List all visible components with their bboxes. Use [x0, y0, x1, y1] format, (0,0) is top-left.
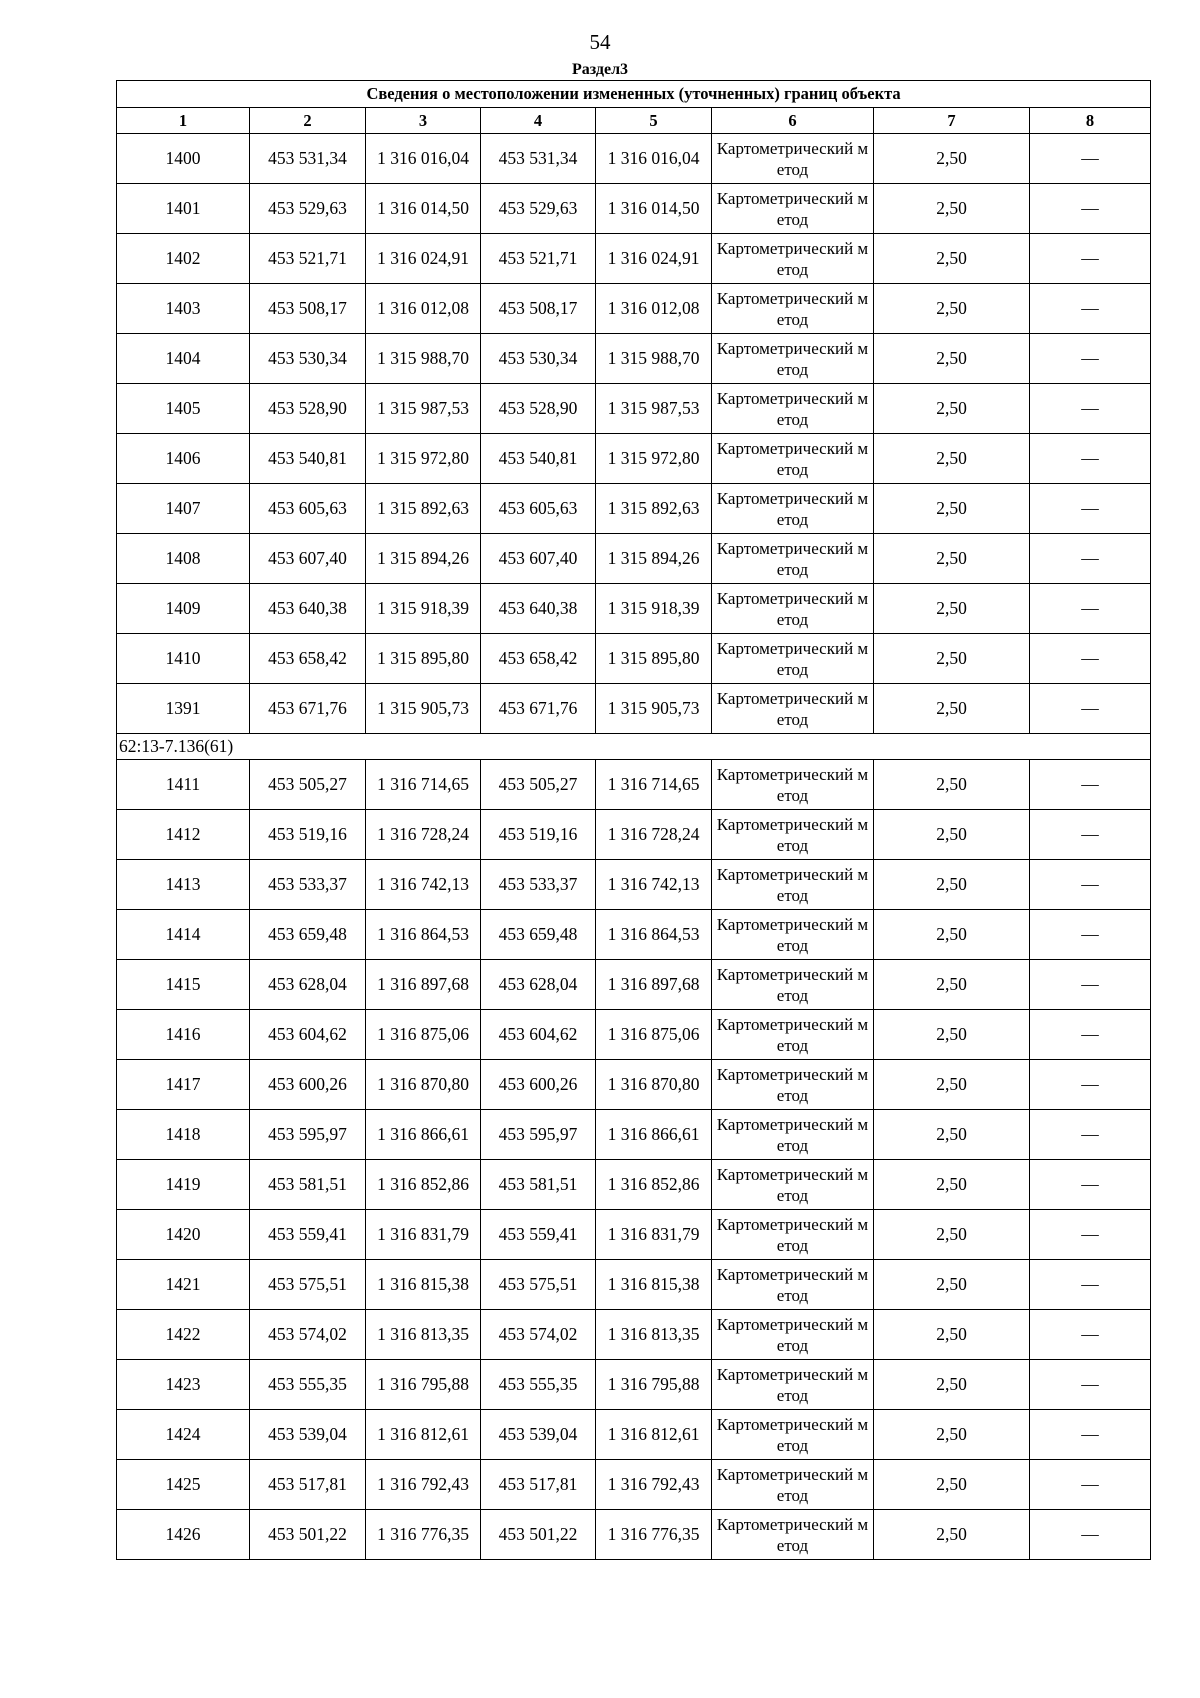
method: Картометрический метод	[712, 760, 874, 810]
point-number: 1415	[117, 960, 250, 1010]
x-existing: 453 607,40	[250, 534, 366, 584]
table-row	[117, 584, 1151, 634]
y-refined: 1 316 012,08	[596, 284, 712, 334]
x-existing: 453 658,42	[250, 634, 366, 684]
table-row	[117, 534, 1151, 584]
method: Картометрический метод	[712, 384, 874, 434]
x-existing: 453 517,81	[250, 1460, 366, 1510]
point-number: 1417	[117, 1060, 250, 1110]
precision: 2,50	[874, 1310, 1030, 1360]
x-refined: 453 555,35	[481, 1360, 596, 1410]
point-number: 1425	[117, 1460, 250, 1510]
description-dash: —	[1030, 860, 1151, 910]
column-header: 8	[1030, 108, 1151, 134]
x-existing: 453 628,04	[250, 960, 366, 1010]
method: Картометрический метод	[712, 810, 874, 860]
precision: 2,50	[874, 860, 1030, 910]
table-row	[117, 1360, 1151, 1410]
method: Картометрический метод	[712, 1510, 874, 1560]
y-refined: 1 315 892,63	[596, 484, 712, 534]
x-existing: 453 640,38	[250, 584, 366, 634]
table-row	[117, 860, 1151, 910]
x-existing: 453 559,41	[250, 1210, 366, 1260]
y-existing: 1 316 024,91	[366, 234, 481, 284]
x-refined: 453 659,48	[481, 910, 596, 960]
table-row	[117, 184, 1151, 234]
point-number: 1423	[117, 1360, 250, 1410]
y-refined: 1 315 894,26	[596, 534, 712, 584]
x-existing: 453 659,48	[250, 910, 366, 960]
table-header-row	[117, 108, 1151, 134]
precision: 2,50	[874, 534, 1030, 584]
column-header: 2	[250, 108, 366, 134]
description-dash: —	[1030, 1460, 1151, 1510]
method: Картометрический метод	[712, 1110, 874, 1160]
x-existing: 453 605,63	[250, 484, 366, 534]
precision: 2,50	[874, 910, 1030, 960]
method: Картометрический метод	[712, 910, 874, 960]
column-header: 6	[712, 108, 874, 134]
description-dash: —	[1030, 384, 1151, 434]
method: Картометрический метод	[712, 1160, 874, 1210]
x-existing: 453 528,90	[250, 384, 366, 434]
description-dash: —	[1030, 760, 1151, 810]
precision: 2,50	[874, 960, 1030, 1010]
precision: 2,50	[874, 760, 1030, 810]
method: Картометрический метод	[712, 1360, 874, 1410]
y-refined: 1 316 864,53	[596, 910, 712, 960]
precision: 2,50	[874, 810, 1030, 860]
x-existing: 453 533,37	[250, 860, 366, 910]
point-number: 1405	[117, 384, 250, 434]
description-dash: —	[1030, 810, 1151, 860]
method: Картометрический метод	[712, 534, 874, 584]
method: Картометрический метод	[712, 634, 874, 684]
description-dash: —	[1030, 1160, 1151, 1210]
point-number: 1411	[117, 760, 250, 810]
precision: 2,50	[874, 1410, 1030, 1460]
description-dash: —	[1030, 484, 1151, 534]
precision: 2,50	[874, 1510, 1030, 1560]
x-existing: 453 530,34	[250, 334, 366, 384]
point-number: 1421	[117, 1260, 250, 1310]
y-existing: 1 316 812,61	[366, 1410, 481, 1460]
y-existing: 1 316 728,24	[366, 810, 481, 860]
description-dash: —	[1030, 960, 1151, 1010]
point-number: 1424	[117, 1410, 250, 1460]
x-refined: 453 605,63	[481, 484, 596, 534]
y-refined: 1 315 972,80	[596, 434, 712, 484]
description-dash: —	[1030, 184, 1151, 234]
point-number: 1426	[117, 1510, 250, 1560]
x-existing: 453 671,76	[250, 684, 366, 734]
method: Картометрический метод	[712, 184, 874, 234]
x-existing: 453 574,02	[250, 1310, 366, 1360]
point-number: 1400	[117, 134, 250, 184]
x-refined: 453 628,04	[481, 960, 596, 1010]
x-refined: 453 528,90	[481, 384, 596, 434]
x-refined: 453 519,16	[481, 810, 596, 860]
y-existing: 1 316 795,88	[366, 1360, 481, 1410]
y-existing: 1 315 894,26	[366, 534, 481, 584]
method: Картометрический метод	[712, 1210, 874, 1260]
precision: 2,50	[874, 284, 1030, 334]
x-existing: 453 521,71	[250, 234, 366, 284]
x-existing: 453 604,62	[250, 1010, 366, 1060]
description-dash: —	[1030, 234, 1151, 284]
x-refined: 453 530,34	[481, 334, 596, 384]
y-refined: 1 316 812,61	[596, 1410, 712, 1460]
y-refined: 1 315 905,73	[596, 684, 712, 734]
description-dash: —	[1030, 684, 1151, 734]
precision: 2,50	[874, 1360, 1030, 1410]
x-refined: 453 595,97	[481, 1110, 596, 1160]
point-number: 1406	[117, 434, 250, 484]
table-row	[117, 1110, 1151, 1160]
table-row	[117, 910, 1151, 960]
column-header: 5	[596, 108, 712, 134]
method: Картометрический метод	[712, 960, 874, 1010]
y-existing: 1 316 815,38	[366, 1260, 481, 1310]
x-refined: 453 604,62	[481, 1010, 596, 1060]
x-refined: 453 559,41	[481, 1210, 596, 1260]
method: Картометрический метод	[712, 860, 874, 910]
point-number: 1407	[117, 484, 250, 534]
x-refined: 453 521,71	[481, 234, 596, 284]
y-existing: 1 315 988,70	[366, 334, 481, 384]
point-number: 1409	[117, 584, 250, 634]
y-existing: 1 316 813,35	[366, 1310, 481, 1360]
method: Картометрический метод	[712, 1460, 874, 1510]
precision: 2,50	[874, 384, 1030, 434]
precision: 2,50	[874, 684, 1030, 734]
point-number: 1404	[117, 334, 250, 384]
y-refined: 1 316 815,38	[596, 1260, 712, 1310]
table-row	[117, 1260, 1151, 1310]
precision: 2,50	[874, 1010, 1030, 1060]
y-existing: 1 316 870,80	[366, 1060, 481, 1110]
description-dash: —	[1030, 434, 1151, 484]
table-caption-row	[117, 81, 1151, 108]
y-refined: 1 316 024,91	[596, 234, 712, 284]
point-number: 1401	[117, 184, 250, 234]
y-refined: 1 316 852,86	[596, 1160, 712, 1210]
x-refined: 453 501,22	[481, 1510, 596, 1560]
y-existing: 1 315 895,80	[366, 634, 481, 684]
y-existing: 1 316 714,65	[366, 760, 481, 810]
column-header: 3	[366, 108, 481, 134]
x-refined: 453 607,40	[481, 534, 596, 584]
precision: 2,50	[874, 334, 1030, 384]
y-existing: 1 316 742,13	[366, 860, 481, 910]
x-existing: 453 555,35	[250, 1360, 366, 1410]
x-refined: 453 575,51	[481, 1260, 596, 1310]
column-header: 4	[481, 108, 596, 134]
point-number: 1414	[117, 910, 250, 960]
x-refined: 453 531,34	[481, 134, 596, 184]
table-row	[117, 434, 1151, 484]
table-row	[117, 234, 1151, 284]
point-number: 1410	[117, 634, 250, 684]
x-refined: 453 529,63	[481, 184, 596, 234]
x-existing: 453 501,22	[250, 1510, 366, 1560]
table-row	[117, 1210, 1151, 1260]
y-refined: 1 315 918,39	[596, 584, 712, 634]
description-dash: —	[1030, 634, 1151, 684]
y-existing: 1 316 897,68	[366, 960, 481, 1010]
description-dash: —	[1030, 284, 1151, 334]
table-row	[117, 1010, 1151, 1060]
column-header: 7	[874, 108, 1030, 134]
description-dash: —	[1030, 1360, 1151, 1410]
table-row	[117, 760, 1151, 810]
x-refined: 453 600,26	[481, 1060, 596, 1110]
table-row	[117, 1510, 1151, 1560]
method: Картометрический метод	[712, 334, 874, 384]
method: Картометрический метод	[712, 684, 874, 734]
x-refined: 453 505,27	[481, 760, 596, 810]
x-refined: 453 640,38	[481, 584, 596, 634]
precision: 2,50	[874, 434, 1030, 484]
description-dash: —	[1030, 1060, 1151, 1110]
point-number: 1408	[117, 534, 250, 584]
y-existing: 1 316 792,43	[366, 1460, 481, 1510]
x-refined: 453 581,51	[481, 1160, 596, 1210]
description-dash: —	[1030, 534, 1151, 584]
description-dash: —	[1030, 134, 1151, 184]
method: Картометрический метод	[712, 1310, 874, 1360]
table-row	[117, 634, 1151, 684]
table-row	[117, 684, 1151, 734]
method: Картометрический метод	[712, 1260, 874, 1310]
table-row	[117, 1160, 1151, 1210]
y-existing: 1 316 852,86	[366, 1160, 481, 1210]
y-existing: 1 316 866,61	[366, 1110, 481, 1160]
y-existing: 1 316 776,35	[366, 1510, 481, 1560]
description-dash: —	[1030, 910, 1151, 960]
precision: 2,50	[874, 1210, 1030, 1260]
precision: 2,50	[874, 584, 1030, 634]
y-existing: 1 316 864,53	[366, 910, 481, 960]
table-row	[117, 1310, 1151, 1360]
precision: 2,50	[874, 634, 1030, 684]
precision: 2,50	[874, 484, 1030, 534]
y-refined: 1 315 987,53	[596, 384, 712, 434]
x-refined: 453 540,81	[481, 434, 596, 484]
y-refined: 1 316 866,61	[596, 1110, 712, 1160]
y-refined: 1 316 897,68	[596, 960, 712, 1010]
description-dash: —	[1030, 584, 1151, 634]
description-dash: —	[1030, 1210, 1151, 1260]
x-existing: 453 529,63	[250, 184, 366, 234]
column-header: 1	[117, 108, 250, 134]
point-number: 1422	[117, 1310, 250, 1360]
y-existing: 1 315 905,73	[366, 684, 481, 734]
method: Картометрический метод	[712, 134, 874, 184]
x-existing: 453 519,16	[250, 810, 366, 860]
x-refined: 453 533,37	[481, 860, 596, 910]
y-refined: 1 316 795,88	[596, 1360, 712, 1410]
y-existing: 1 316 875,06	[366, 1010, 481, 1060]
y-refined: 1 315 988,70	[596, 334, 712, 384]
description-dash: —	[1030, 1260, 1151, 1310]
y-existing: 1 316 014,50	[366, 184, 481, 234]
point-number: 1412	[117, 810, 250, 860]
x-refined: 453 671,76	[481, 684, 596, 734]
x-existing: 453 595,97	[250, 1110, 366, 1160]
x-existing: 453 540,81	[250, 434, 366, 484]
table-row	[117, 484, 1151, 534]
precision: 2,50	[874, 1260, 1030, 1310]
y-refined: 1 316 714,65	[596, 760, 712, 810]
coordinates-table	[116, 80, 1151, 1560]
point-number: 1403	[117, 284, 250, 334]
description-dash: —	[1030, 1110, 1151, 1160]
method: Картометрический метод	[712, 1010, 874, 1060]
precision: 2,50	[874, 1460, 1030, 1510]
table-row	[117, 1460, 1151, 1510]
description-dash: —	[1030, 334, 1151, 384]
point-number: 1420	[117, 1210, 250, 1260]
table-caption: Сведения о местоположении измененных (уточненных) границ объекта	[117, 81, 1151, 108]
precision: 2,50	[874, 234, 1030, 284]
y-refined: 1 316 875,06	[596, 1010, 712, 1060]
y-existing: 1 315 987,53	[366, 384, 481, 434]
table-row	[117, 1410, 1151, 1460]
page-number: 54	[589, 30, 611, 54]
y-existing: 1 316 012,08	[366, 284, 481, 334]
y-refined: 1 316 792,43	[596, 1460, 712, 1510]
method: Картометрический метод	[712, 584, 874, 634]
x-existing: 453 575,51	[250, 1260, 366, 1310]
y-refined: 1 316 813,35	[596, 1310, 712, 1360]
description-dash: —	[1030, 1010, 1151, 1060]
precision: 2,50	[874, 1110, 1030, 1160]
x-refined: 453 508,17	[481, 284, 596, 334]
precision: 2,50	[874, 184, 1030, 234]
method: Картометрический метод	[712, 1410, 874, 1460]
description-dash: —	[1030, 1310, 1151, 1360]
y-refined: 1 316 776,35	[596, 1510, 712, 1560]
table-row	[117, 384, 1151, 434]
y-refined: 1 316 742,13	[596, 860, 712, 910]
method: Картометрический метод	[712, 484, 874, 534]
x-existing: 453 539,04	[250, 1410, 366, 1460]
y-refined: 1 316 016,04	[596, 134, 712, 184]
y-existing: 1 315 918,39	[366, 584, 481, 634]
y-existing: 1 315 972,80	[366, 434, 481, 484]
table-row	[117, 1060, 1151, 1110]
x-refined: 453 574,02	[481, 1310, 596, 1360]
precision: 2,50	[874, 1160, 1030, 1210]
method: Картометрический метод	[712, 1060, 874, 1110]
y-existing: 1 315 892,63	[366, 484, 481, 534]
x-refined: 453 658,42	[481, 634, 596, 684]
point-number: 1413	[117, 860, 250, 910]
point-number: 1418	[117, 1110, 250, 1160]
description-dash: —	[1030, 1510, 1151, 1560]
table-row	[117, 284, 1151, 334]
method: Картометрический метод	[712, 284, 874, 334]
precision: 2,50	[874, 1060, 1030, 1110]
y-existing: 1 316 831,79	[366, 1210, 481, 1260]
point-number: 1419	[117, 1160, 250, 1210]
table-row	[117, 960, 1151, 1010]
x-existing: 453 600,26	[250, 1060, 366, 1110]
method: Картометрический метод	[712, 434, 874, 484]
method: Картометрический метод	[712, 234, 874, 284]
y-existing: 1 316 016,04	[366, 134, 481, 184]
group-label: 62:13-7.136(61)	[117, 734, 1151, 760]
x-existing: 453 581,51	[250, 1160, 366, 1210]
y-refined: 1 316 728,24	[596, 810, 712, 860]
point-number: 1402	[117, 234, 250, 284]
x-refined: 453 539,04	[481, 1410, 596, 1460]
point-number: 1391	[117, 684, 250, 734]
table-row	[117, 810, 1151, 860]
table-row	[117, 134, 1151, 184]
y-refined: 1 316 831,79	[596, 1210, 712, 1260]
section-title: Раздел3	[571, 61, 629, 78]
precision: 2,50	[874, 134, 1030, 184]
description-dash: —	[1030, 1410, 1151, 1460]
point-number: 1416	[117, 1010, 250, 1060]
table-row	[117, 334, 1151, 384]
y-refined: 1 316 870,80	[596, 1060, 712, 1110]
x-existing: 453 531,34	[250, 134, 366, 184]
x-refined: 453 517,81	[481, 1460, 596, 1510]
x-existing: 453 508,17	[250, 284, 366, 334]
group-row	[117, 734, 1151, 760]
y-refined: 1 315 895,80	[596, 634, 712, 684]
y-refined: 1 316 014,50	[596, 184, 712, 234]
x-existing: 453 505,27	[250, 760, 366, 810]
